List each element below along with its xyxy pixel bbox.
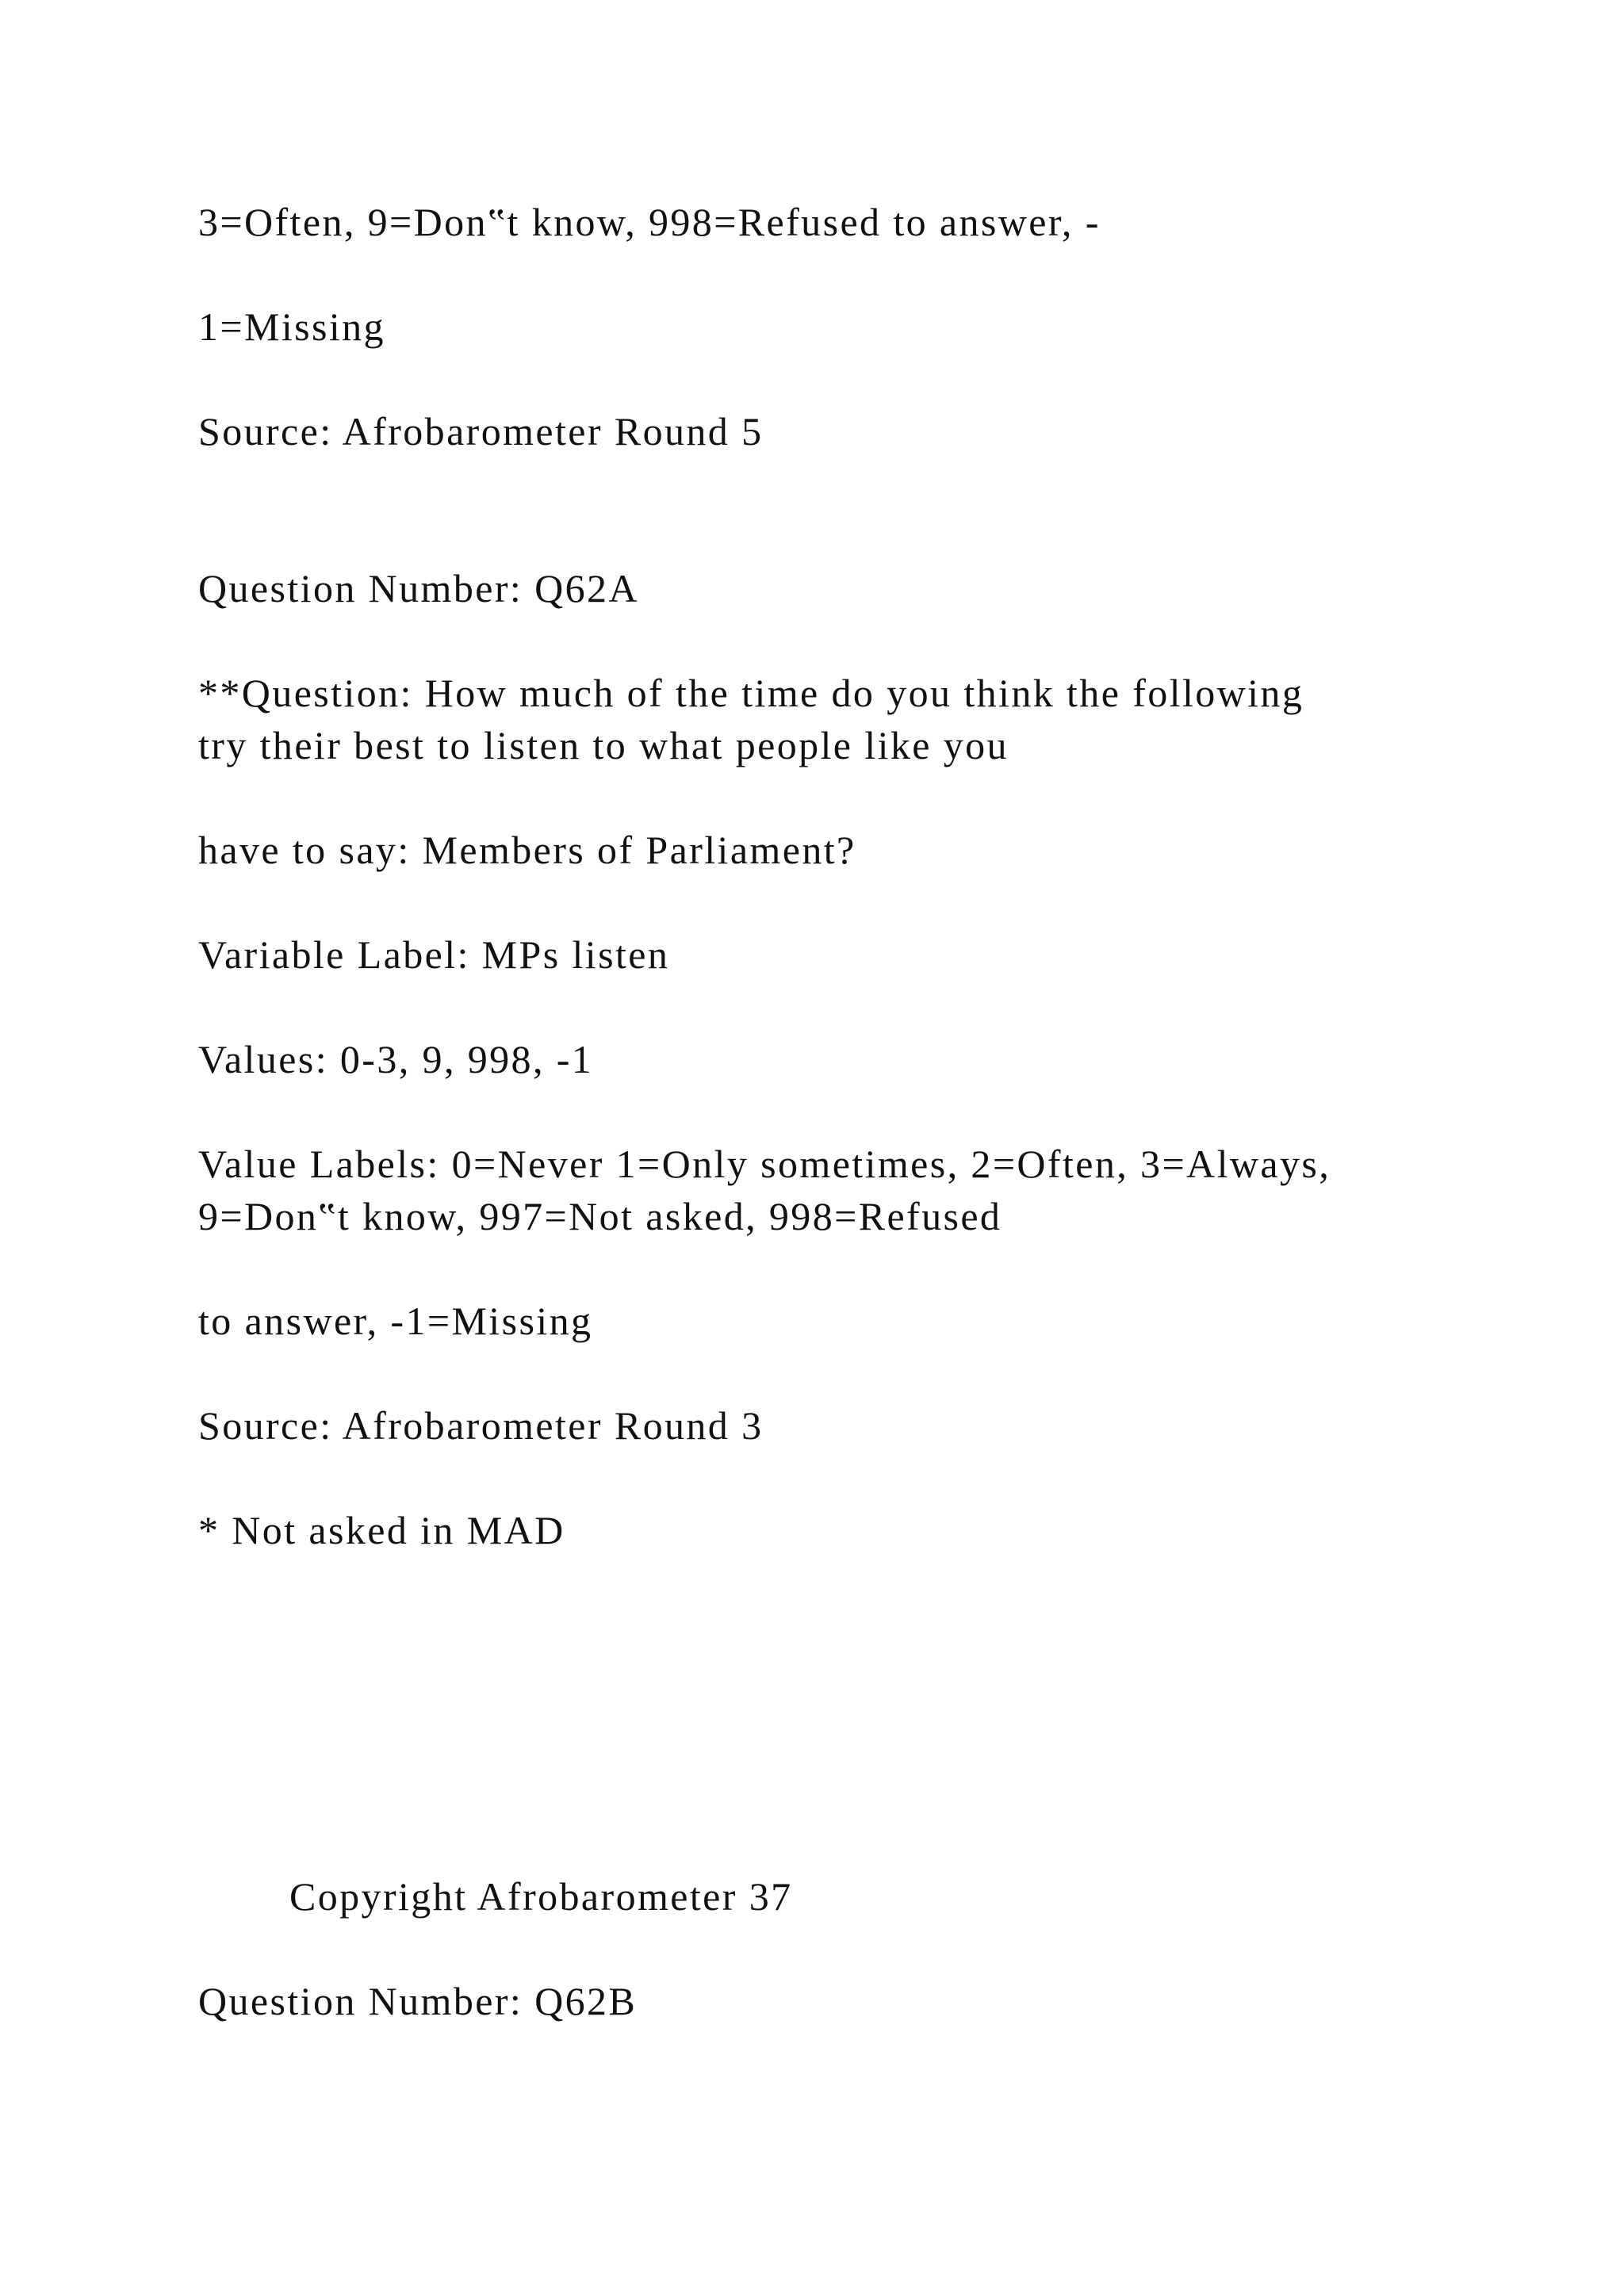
source-round-5: Source: Afrobarometer Round 5 [198, 409, 764, 453]
question-text-line-1: **Question: How much of the time do you think the following [198, 671, 1304, 715]
value-labels-line-2: 9=Don‟t know, 997=Not asked, 998=Refused [198, 1194, 1002, 1238]
value-labels-continued-line-1: 3=Often, 9=Don‟t know, 998=Refused to answer, - [198, 200, 1101, 244]
question-number-q62b: Question Number: Q62B [198, 1979, 638, 2023]
value-labels-line-3: to answer, -1=Missing [198, 1299, 593, 1343]
question-text-line-2: try their best to listen to what people like you [198, 723, 1009, 767]
page-footer-copyright: Copyright Afrobarometer 37 [289, 1874, 793, 1919]
source-round-3: Source: Afrobarometer Round 3 [198, 1403, 764, 1448]
value-labels-continued-line-2: 1=Missing [198, 304, 385, 349]
question-text-line-3: have to say: Members of Parliament? [198, 828, 856, 872]
variable-label: Variable Label: MPs listen [198, 932, 670, 977]
values: Values: 0-3, 9, 998, -1 [198, 1037, 594, 1081]
question-number-q62a: Question Number: Q62A [198, 566, 639, 610]
value-labels-line-1: Value Labels: 0=Never 1=Only sometimes, 2=Often, 3=Always, [198, 1142, 1331, 1186]
not-asked-note: * Not asked in MAD [198, 1508, 565, 1552]
